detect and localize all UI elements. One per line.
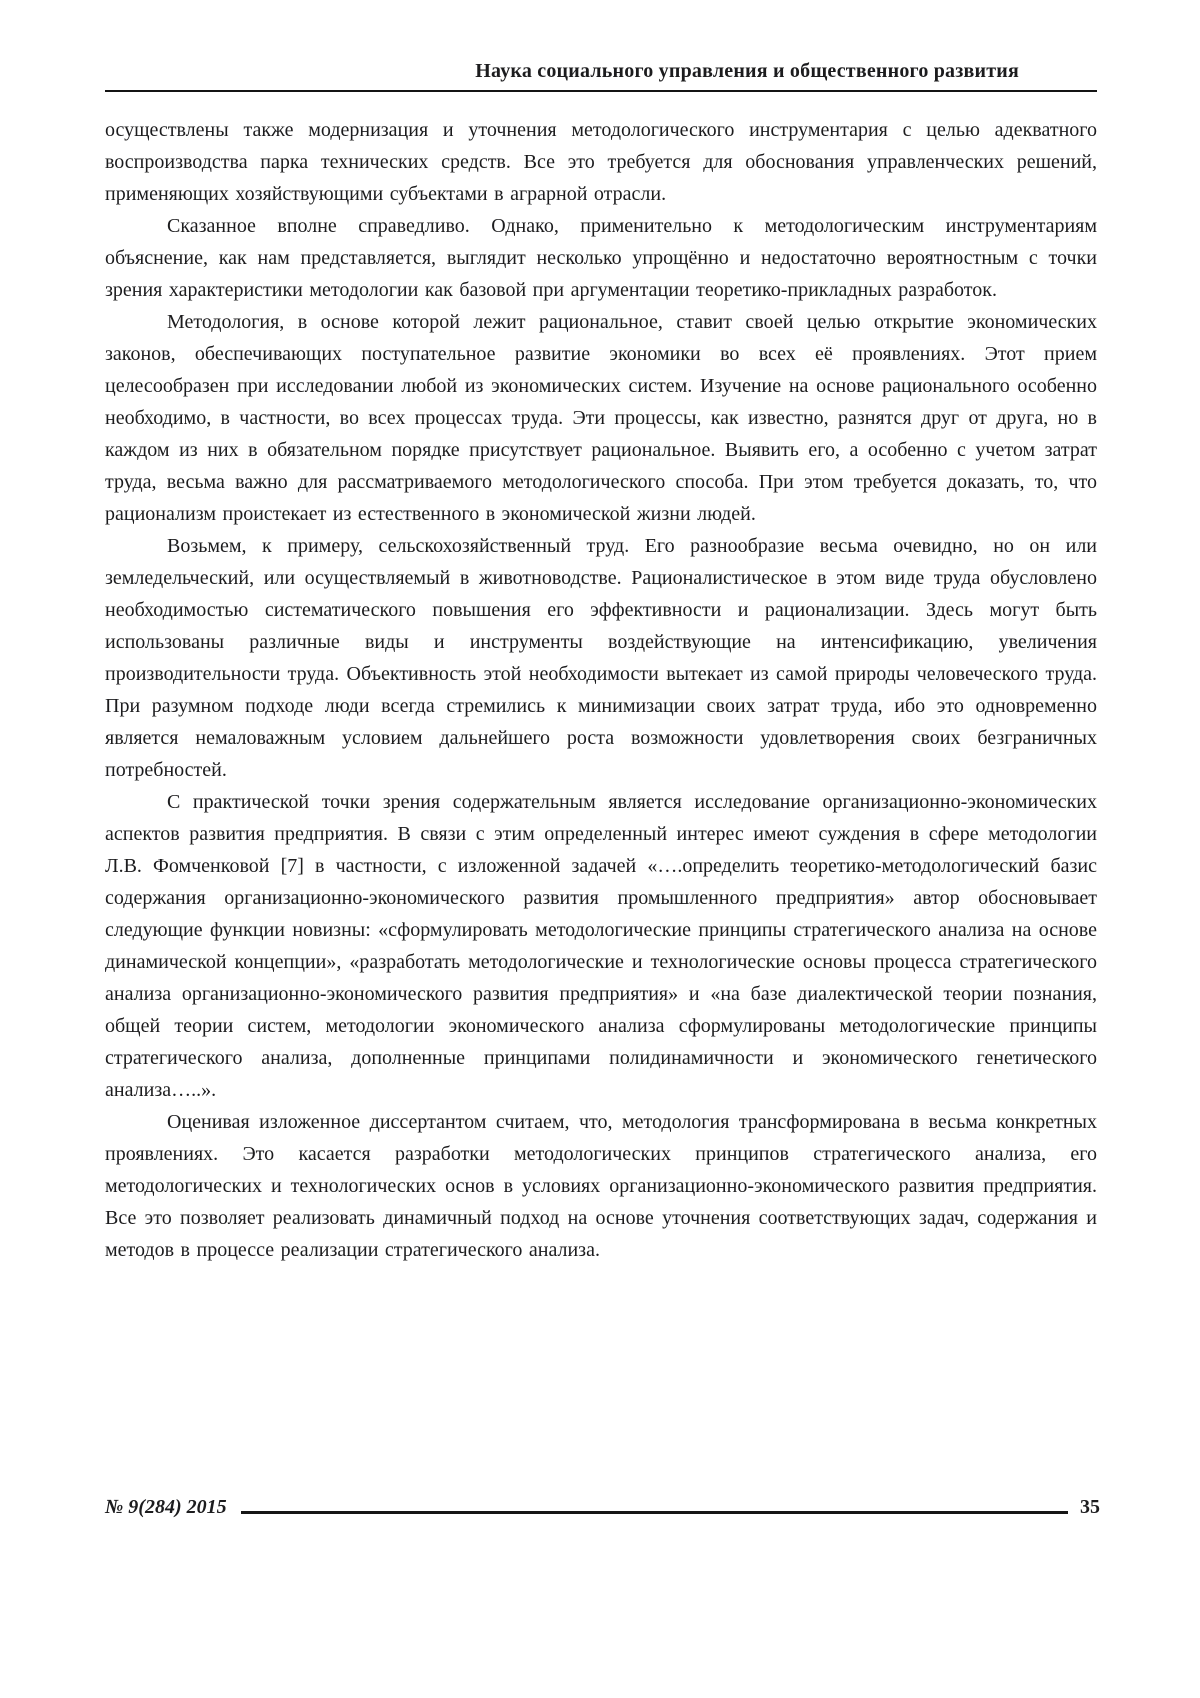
footer-page-number: 35 bbox=[1080, 1496, 1100, 1518]
paragraph: осуществлены также модернизация и уточнения методологического инструментария с целью адекватного воспроизводства парка технических средств. Все это требуется для обоснования управленческих решений, применяющих хозяйствующими субъектами в аграрной отрасли. bbox=[105, 119, 1097, 205]
paragraph: Возьмем, к примеру, сельскохозяйственный труд. Его разнообразие весьма очевидно, но он или земледельческий, или осуществляемый в животноводстве. Рационалистическое в этом виде труда обусловлено необходимостью систематического повышения его эффективности и рационализации. Здесь могут быть использованы различные виды и инструменты воздействующие на интенсификацию, увеличения производительности труда. Объективность этой необходимости вытекает из самой природы человеческого труда. При разумном подходе люди всегда стремились к минимизации своих затрат труда, ибо это одновременно является немаловажным условием дальнейшего роста возможности удовлетворения своих безграничных потребностей. bbox=[105, 535, 1097, 781]
page-content bbox=[105, 60, 1097, 1266]
page-header bbox=[105, 60, 1097, 92]
journal-header-title: Наука социального управления и общественного развития bbox=[475, 60, 1019, 82]
footer-issue-label: № 9(284) 2015 bbox=[105, 1496, 227, 1518]
paragraph: Методология, в основе которой лежит рациональное, ставит своей целью открытие экономических законов, обеспечивающих поступательное развитие экономики во всех её проявлениях. Этот прием целесообразен при исследовании любой из экономических систем. Изучение на основе рационального особенно необходимо, в частности, во всех процессах труда. Эти процессы, как известно, разнятся друг от друга, но в каждом из них в обязательном порядке присутствует рациональное. Выявить его, а особенно с учетом затрат труда, весьма важно для рассматриваемого методологического способа. При этом требуется доказать, то, что рационализм проистекает из естественного в экономической жизни людей. bbox=[105, 311, 1097, 525]
page-footer bbox=[105, 1496, 1100, 1519]
paragraph: С практической точки зрения содержательным является исследование организационно-экономических аспектов развития предприятия. В связи с этим определенный интерес имеют суждения в сфере методологии Л.В. Фомченковой [7] в частности, с изложенной задачей «….определить теоретико-методологический базис содержания организационно-экономического развития промышленного предприятия» автор обосновывает следующие функции новизны: «сформулировать методологические принципы стратегического анализа на основе динамической концепции», «разработать методологические и технологические основы процесса стратегического анализа организационно-экономического развития предприятия» и «на базе диалектической теории познания, общей теории систем, методологии экономического анализа сформулированы методологические принципы стратегического анализа, дополненные принципами полидинамичности и экономического генетического анализа…..». bbox=[105, 791, 1097, 1101]
paragraph: Сказанное вполне справедливо. Однако, применительно к методологическим инструментариям объяснение, как нам представляется, выглядит несколько упрощённо и недостаточно вероятностным с точки зрения характеристики методологии как базовой при аргументации теоретико-прикладных разработок. bbox=[105, 215, 1097, 301]
paragraph: Оценивая изложенное диссертантом считаем, что, методология трансформирована в весьма конкретных проявлениях. Это касается разработки методологических принципов стратегического анализа, его методологических и технологических основ в условиях организационно-экономического развития предприятия. Все это позволяет реализовать динамичный подход на основе уточнения соответствующих задач, содержания и методов в процессе реализации стратегического анализа. bbox=[105, 1111, 1097, 1261]
article-body bbox=[105, 114, 1097, 1266]
footer-divider bbox=[241, 1511, 1068, 1514]
